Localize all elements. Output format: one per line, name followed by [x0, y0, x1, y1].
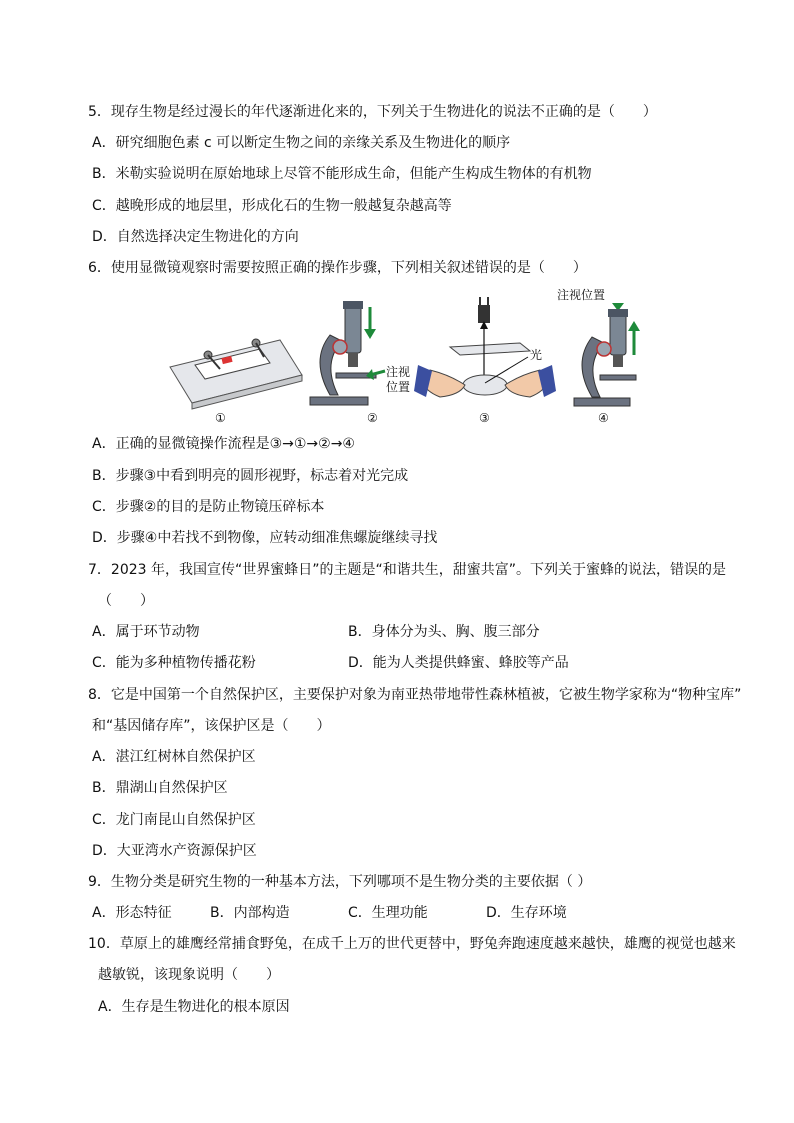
q7-option-b: B．身体分为头、胸、腹三部分 — [348, 624, 540, 640]
step-2-note-line2: 位置 — [386, 380, 411, 394]
step-1-label: ① — [215, 411, 226, 425]
step-4-label: ④ — [598, 411, 609, 425]
q5-option-d: D．自然选择决定生物进化的方向 — [92, 229, 299, 245]
q5-option-c: C．越晚形成的地层里，形成化石的生物一般越复杂越高等 — [92, 198, 452, 214]
microscope-steps-figure — [160, 285, 660, 425]
step-3-hands-mirror-illustration — [414, 297, 556, 397]
question-9-stem: 9．生物分类是研究生物的一种基本方法，下列哪项不是生物分类的主要依据（ ） — [88, 874, 592, 890]
step-4-note: 注视位置 — [557, 288, 606, 302]
question-7-stem-line1: 7．2023 年，我国宣传“世界蜜蜂日”的主题是“和谐共生，甜蜜共富”。下列关于蜜蜂的说法，错误的是 — [88, 562, 726, 578]
question-5-stem: 5．现存生物是经过漫长的年代逐渐进化来的，下列关于生物进化的说法不正确的是（ ） — [88, 104, 657, 120]
question-7-stem-line2: （ ） — [98, 593, 154, 609]
q6-option-b: B．步骤③中看到明亮的圆形视野，标志着对光完成 — [92, 468, 409, 484]
step-3-label: ③ — [479, 411, 490, 425]
step-2-label: ② — [367, 411, 378, 425]
question-8-stem-line1: 8．它是中国第一个自然保护区，主要保护对象为南亚热带地带性森林植被，它被生物学家称为“物种宝库” — [88, 687, 742, 703]
q8-option-d: D．大亚湾水产资源保护区 — [92, 843, 257, 859]
q9-option-c: C．生理功能 — [348, 905, 428, 921]
step-4-microscope-illustration — [557, 288, 640, 406]
q8-option-c: C．龙门南昆山自然保护区 — [92, 812, 256, 828]
q9-option-a: A．形态特征 — [92, 905, 172, 921]
step-3-light-note: 光 — [530, 348, 543, 362]
q8-option-b: B．鼎湖山自然保护区 — [92, 780, 228, 796]
q5-option-a: A．研究细胞色素 c 可以断定生物之间的亲缘关系及生物进化的顺序 — [92, 135, 511, 151]
q10-option-a: A．生存是生物进化的根本原因 — [98, 999, 290, 1015]
question-10-stem-line2: 越敏锐，该现象说明（ ） — [98, 967, 280, 983]
q9-option-b: B．内部构造 — [210, 905, 290, 921]
q5-option-b: B．米勒实验说明在原始地球上尽管不能形成生命，但能产生构成生物体的有机物 — [92, 166, 592, 182]
step-1-stage-illustration — [170, 339, 302, 409]
q6-option-a: A．正确的显微镜操作流程是③→①→②→④ — [92, 436, 355, 452]
q7-option-a: A．属于环节动物 — [92, 624, 200, 640]
q9-option-d: D．生存环境 — [486, 905, 567, 921]
q6-option-d: D．步骤④中若找不到物像，应转动细准焦螺旋继续寻找 — [92, 530, 438, 546]
q6-option-c: C．步骤②的目的是防止物镜压碎标本 — [92, 499, 325, 515]
question-6-stem: 6．使用显微镜观察时需要按照正确的操作步骤，下列相关叙述错误的是（ ） — [88, 260, 587, 276]
step-2-microscope-illustration — [310, 301, 385, 405]
question-8-stem-line2: 和“基因储存库”，该保护区是（ ） — [92, 718, 331, 734]
step-2-note-line1: 注视 — [386, 365, 411, 379]
q8-option-a: A．湛江红树林自然保护区 — [92, 749, 256, 765]
question-10-stem-line1: 10．草原上的雄鹰经常捕食野兔，在成千上万的世代更替中，野兔奔跑速度越来越快，雄鹰的视觉也越来 — [88, 936, 736, 952]
q7-option-c: C．能为多种植物传播花粉 — [92, 655, 256, 671]
q7-option-d: D．能为人类提供蜂蜜、蜂胶等产品 — [348, 655, 569, 671]
